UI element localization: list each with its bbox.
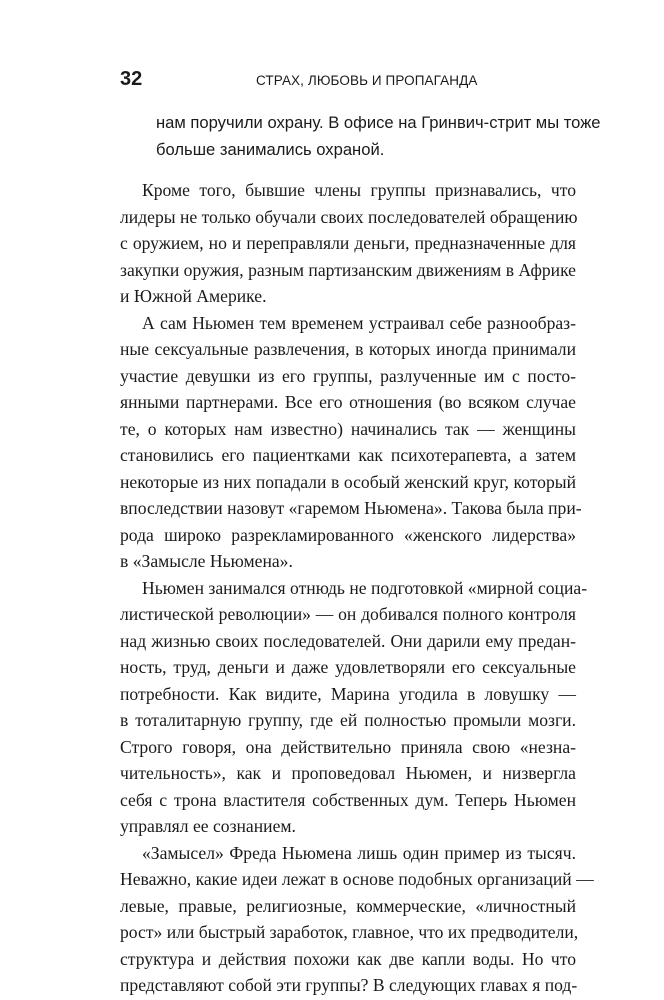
text-line: ные сексуальные развлечения, в которых иногда принимали bbox=[120, 339, 576, 359]
text-line: над жизнью своих последователей. Они дарили ему предан- bbox=[120, 630, 576, 651]
text-line: и Южной Америке. bbox=[120, 286, 267, 306]
text-line: янными партнерами. Все его отношения (во всяком случае bbox=[120, 392, 576, 412]
quote-line: нам поручили охрану. В офисе на Гринвич-стрит мы тоже bbox=[156, 113, 601, 132]
text-line: левые, правые, религиозные, коммерческие, «личностный bbox=[120, 895, 576, 916]
text-line: рост» или быстрый заработок, главное, что их предводители, bbox=[120, 922, 579, 942]
text-line: в тоталитарную группу, где ей полностью промыли мозги. bbox=[120, 710, 576, 730]
text-line: чительность», как и проповедовал Ньюмен, и низвергла bbox=[120, 763, 576, 783]
body-text bbox=[120, 177, 594, 999]
text-line: лидеры не только обучали своих последователей обращению bbox=[120, 206, 578, 227]
text-line: некоторые из них попадали в особый женский круг, который bbox=[120, 471, 576, 492]
page-number: 32 bbox=[120, 68, 143, 90]
text-line: становились его пациентками как психотерапевта, а затем bbox=[120, 445, 576, 465]
quote-line: больше занимались охраной. bbox=[156, 139, 385, 159]
text-line: с оружием, но и переправляли деньги, предназначенные для bbox=[120, 233, 576, 253]
text-line: закупки оружия, разным партизанским движениям в Африке bbox=[120, 259, 576, 280]
text-line: Кроме того, бывшие члены группы признавались, что bbox=[142, 180, 576, 200]
text-line: ность, труд, деньги и даже удовлетворяли его сексуальные bbox=[120, 657, 576, 677]
text-line: «Замысел» Фреда Ньюмена лишь один пример из тысяч. bbox=[142, 842, 576, 863]
text-line: потребности. Как видите, Марина угодила в ловушку — bbox=[120, 683, 576, 704]
text-line: участие девушки из его группы, разлученные им с посто- bbox=[120, 365, 576, 386]
quote-block bbox=[156, 110, 601, 163]
text-line: листической революции» — он добивался полного контроля bbox=[120, 604, 576, 624]
text-line: в «Замысле Ньюмена». bbox=[120, 551, 293, 571]
text-line: Ньюмен занимался отнюдь не подготовкой «мирной социа- bbox=[142, 577, 588, 598]
text-line: себя с трона властителя собственных дум. Теперь Ньюмен bbox=[120, 789, 576, 810]
text-line: впоследствии назовут «гаремом Ньюмена». Такова была при- bbox=[120, 498, 582, 518]
text-line: Неважно, какие идеи лежат в основе подобных организаций — bbox=[120, 869, 594, 889]
text-line: представляют собой эти группы? В следующих главах я под- bbox=[120, 975, 578, 995]
text-line: те, о которых нам известно) начинались так — женщины bbox=[120, 418, 576, 439]
page-header bbox=[120, 68, 574, 98]
running-title: СТРАХ, ЛЮБОВЬ И ПРОПАГАНДА bbox=[256, 73, 478, 88]
text-line: А сам Ньюмен тем временем устраивал себе разнообраз- bbox=[142, 312, 576, 333]
text-line: рода широко разрекламированного «женского лидерства» bbox=[120, 524, 576, 545]
text-line: Строго говоря, она действительно приняла свою «незна- bbox=[120, 736, 576, 757]
text-line: управлял ее сознанием. bbox=[120, 816, 296, 836]
text-line: структура и действия похожи как две капли воды. Но что bbox=[120, 948, 576, 969]
